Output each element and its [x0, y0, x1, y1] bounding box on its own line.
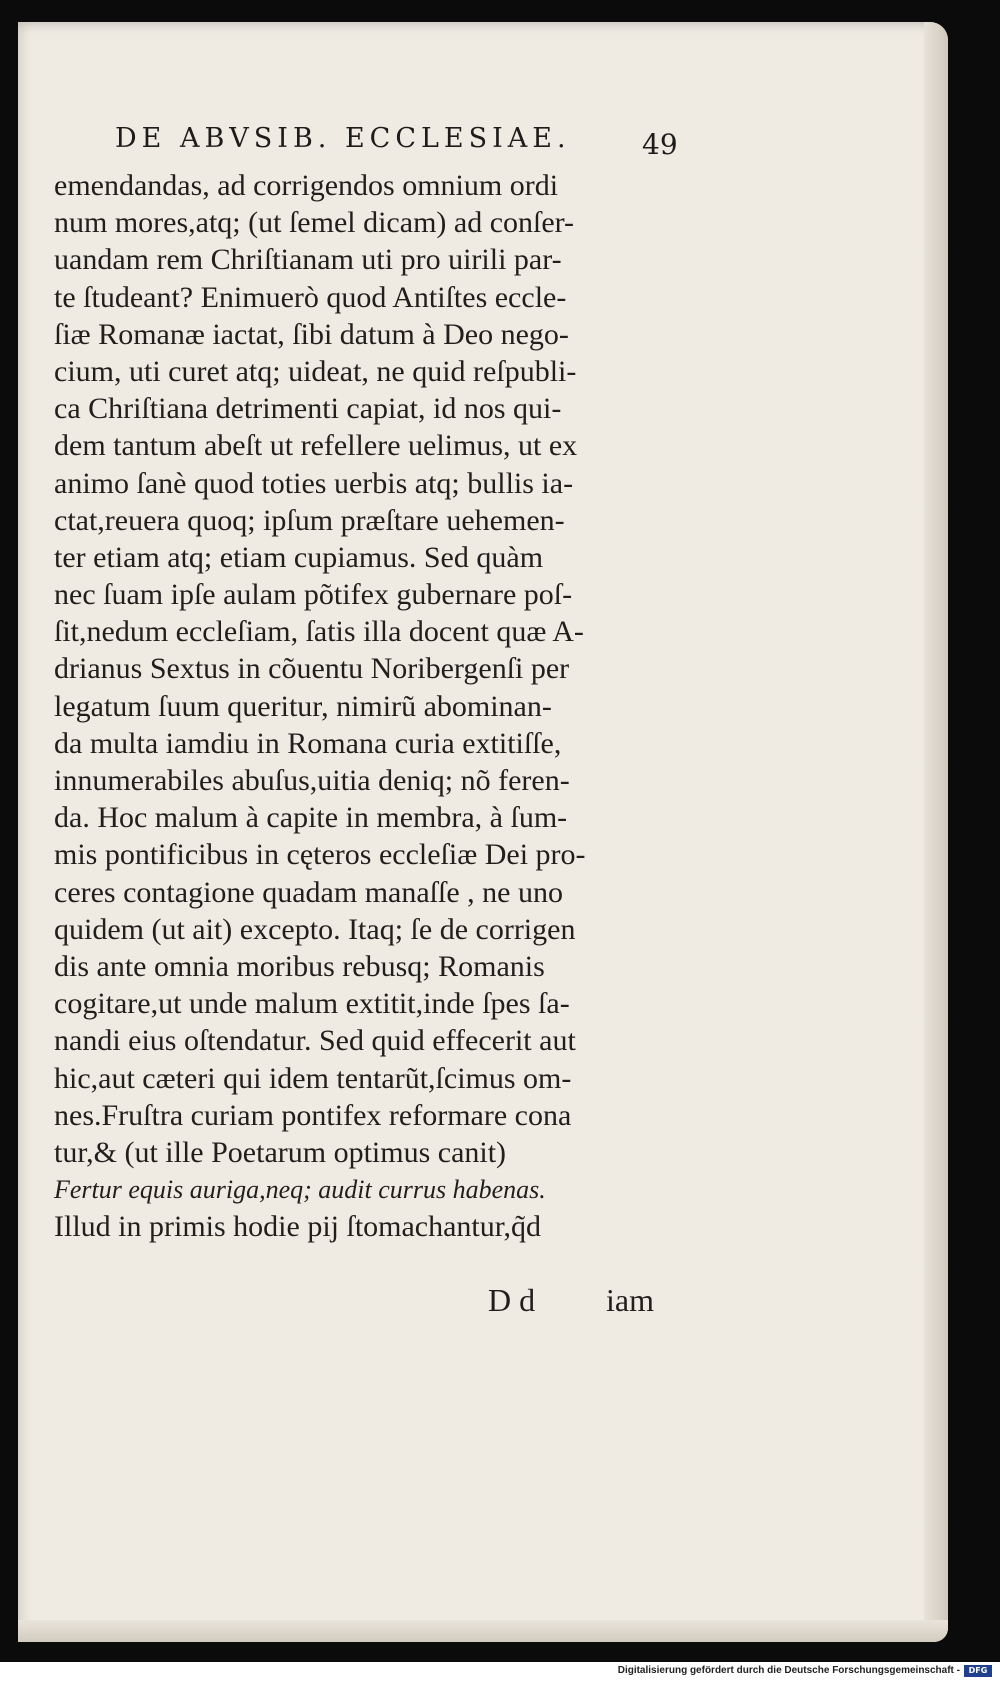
running-head: DE ABVSIB. ECCLESIAE.	[115, 123, 571, 154]
page-bottom-edge	[18, 1620, 948, 1642]
text-line: cogitare,ut unde malum extitit,inde ſpes ſa-	[54, 987, 570, 1021]
text-line: tur,& (ut ille Poetarum optimus canit)	[54, 1135, 507, 1169]
verse-quotation: Fertur equis auriga,neq; audit currus habenas.	[54, 1175, 546, 1205]
text-line: da multa iamdiu in Romana curia extitiſſe,	[54, 726, 562, 760]
text-line: nes.Fruſtra curiam pontifex reformare cona	[54, 1098, 572, 1132]
text-line: ca Chriſtiana detrimenti capiat, id nos qui-	[54, 392, 562, 426]
text-line: ter etiam atq; etiam cupiamus. Sed quàm	[54, 540, 544, 574]
text-line: quidem (ut ait) excepto. Itaq; ſe de corrigen	[54, 912, 576, 946]
text-line: Illud in primis hodie pij ſtomachantur,q̃d	[54, 1210, 542, 1244]
text-line: emendandas, ad corrigendos omnium ordi	[54, 169, 559, 202]
text-line: mis pontificibus in cęteros eccleſiæ Dei pro-	[54, 838, 586, 872]
catchword: iam	[606, 1282, 654, 1318]
text-line: ſit,nedum eccleſiam, ſatis illa docent quæ A-	[54, 615, 584, 649]
text-line: uandam rem Chriſtianam uti pro uirili par-	[54, 243, 562, 277]
page-fore-edge	[924, 22, 948, 1642]
signature-mark: D d	[488, 1282, 536, 1318]
text-line: ſiæ Romanæ iactat, ſibi datum à Deo nego-	[54, 317, 569, 351]
text-line: ctat,reuera quoq; ipſum præſtare uehemen-	[54, 503, 565, 537]
page-number: 49	[642, 128, 678, 161]
text-line: animo ſanè quod toties uerbis atq; bullis ia-	[54, 466, 574, 500]
text-line: drianus Sextus in cõuentu Noribergenſi per	[54, 652, 570, 686]
text-line: cium, uti curet atq; uideat, ne quid reſpubli-	[54, 354, 577, 388]
text-line: nec ſuam ipſe aulam põtifex gubernare poſ-	[54, 578, 573, 612]
text-line: hic,aut cæteri qui idem tentarũt,ſcimus om-	[54, 1061, 572, 1095]
text-line: nandi eius oſtendatur. Sed quid effecerit aut	[54, 1024, 576, 1058]
text-line: dis ante omnia moribus rebusq; Romanis	[54, 949, 545, 983]
text-line: num mores,atq; (ut ſemel dicam) ad conſer-	[54, 206, 575, 240]
text-line: te ſtudeant? Enimuerò quod Antiſtes eccle-	[54, 280, 567, 314]
digitization-credit: Digitalisierung gefördert durch die Deutsche Forschungsgemeinschaft -	[617, 1665, 960, 1676]
text-line: dem tantum abeſt ut refellere uelimus, ut ex	[54, 429, 578, 463]
text-line: legatum ſuum queritur, nimirũ abominan-	[54, 689, 552, 723]
text-line: da. Hoc malum à capite in membra, à ſum-	[54, 801, 568, 835]
text-line: ceres contagione quadam manaſſe , ne uno	[54, 875, 563, 909]
body-text	[54, 167, 694, 1245]
dfg-logo: DFG	[964, 1665, 992, 1677]
text-line: innumerabiles abuſus,uitia deniq; nõ feren-	[54, 764, 570, 797]
